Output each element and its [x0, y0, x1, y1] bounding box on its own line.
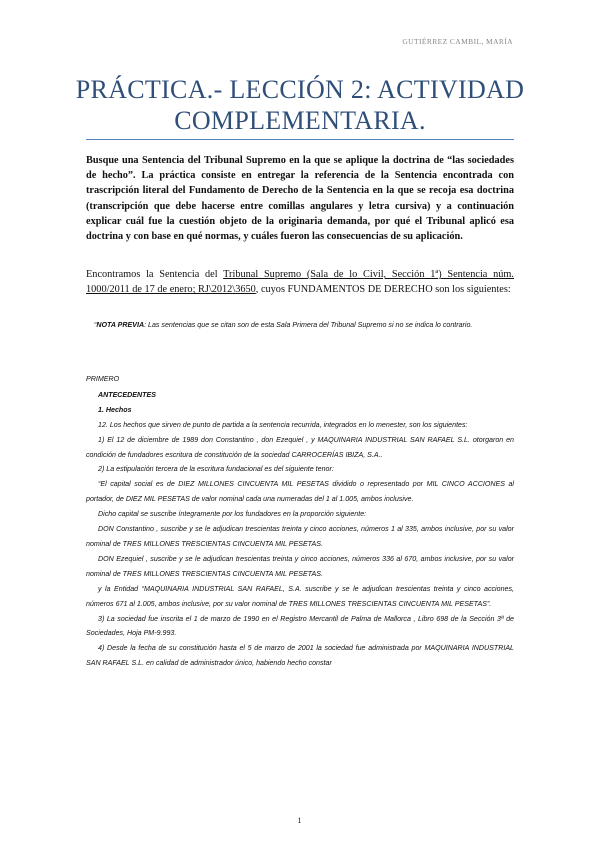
title-line-1: PRÁCTICA.- LECCIÓN 2: ACTIVIDAD: [75, 75, 525, 104]
paragraph-2-quote: “El capital social es de DIEZ MILLONES CINCUENTA MIL PESETAS dividido o representado por MIL CINCO ACCIONES al portador, de DIEZ MIL PESETAS de valor nominal cada una numeradas del 1 al 1.005, ambos inclusive.: [86, 480, 514, 504]
paragraph-1: 1) El 12 de diciembre de 1989 don Constantino , don Ezequiel , y MAQUINARIA INDUSTRIAL SAN RAFAEL S.L. otorgaron en condición de fundadores escritura de constitución de la sociedad CARROCERÍAS IBIZA, S.A..: [86, 435, 514, 459]
section-primero: PRIMERO: [86, 375, 120, 383]
nota-previa: “NOTA PREVIA: Las sentencias que se citan son de esta Sala Primera del Tribunal Supremo si no se indica lo contrario.: [94, 321, 473, 329]
paragraph-2-e: y la Entidad “MAQUINARIA INDUSTRIAL SAN RAFAEL, S.A. suscribe y se le adjudican trescientas treinta y cinco acciones, números 671 al 1.005, ambos inclusive, por su valor nominal de TRES MILLONES TRESCIENTAS CINCUENTA MIL PESETAS”.: [86, 584, 514, 608]
running-header: GUTIÉRREZ CAMBIL, MARÍA: [402, 37, 513, 46]
paragraph-2: 2) La estipulación tercera de la escritura fundacional es del siguiente tenor:: [98, 465, 334, 474]
nota-text: : Las sentencias que se citan son de esta Sala Primera del Tribunal Supremo si no se indica lo contrario.: [144, 321, 473, 329]
title-divider: [86, 139, 514, 140]
heading-antecedentes: ANTECEDENTES: [98, 390, 156, 399]
paragraph-4: 4) Desde la fecha de su constitución hasta el 5 de marzo de 2001 la sociedad fue administrada por MAQUINARIA INDUSTRIAL SAN RAFAEL S.L. en calidad de administrador único, habiendo hecho constar: [86, 644, 514, 668]
paragraph-3: 3) La sociedad fue inscrita el 1 de marzo de 1990 en el Registro Mercantil de Palma de Mallorca , Libro 698 de la Sección 3ª de Sociedades, Hoja PM-9.993.: [86, 614, 514, 638]
page-title: [60, 74, 540, 136]
intro-after: , cuyos FUNDAMENTOS DE DERECHO son los siguientes:: [255, 284, 511, 296]
paragraph-2-d: DON Ezequiel , suscribe y se le adjudican trescientas treinta y cinco acciones, números 336 al 670, ambos inclusive, por su valor nominal de TRES MILLONES TRESCIENTAS CINCUENTA MIL PESETAS.: [86, 554, 514, 578]
heading-hechos: 1. Hechos: [98, 405, 132, 414]
paragraph-2-c: DON Constantino , suscribe y se le adjudican trescientas treinta y cinco acciones, números 1 al 335, ambos inclusive, por su valor nominal de TRES MILLONES TRESCIENTAS CINCUENTA MIL PESETAS.: [86, 525, 514, 548]
paragraph-2-b: Dicho capital se suscribe íntegramente por los fundadores en la proporción siguiente:: [98, 510, 367, 519]
paragraph-12: 12. Los hechos que sirven de punto de partida a la sentencia recurrida, integrados en lo menester, son los siguientes:: [98, 420, 468, 429]
task-statement: Busque una Sentencia del Tribunal Supremo en la que se aplique la doctrina de “las sociedades de hecho”. La práctica consiste en entregar la referencia de la Sentencia encontrada con trascripción literal del Fundamento de Derecho de la Sentencia en la que se recoja esa doctrina (transcripción que debe hacerse entre comillas angulares y letra cursiva) y a continuación explicar cuál fue la cuestión objeto de la originaria demanda, por qué el Tribunal aplicó esa doctrina y con base en qué normas, y cuáles fueron las consecuencias de su aplicación.: [86, 155, 514, 243]
sentence-reference-link[interactable]: Tribunal Supremo (Sala de lo Civil, Sección 1ª) Sentencia núm. 1000/2011 de 17 de enero; RJ\2012\3650: [86, 269, 514, 296]
title-line-2: COMPLEMENTARIA.: [174, 106, 426, 135]
intro-paragraph: [86, 267, 514, 297]
nota-label: NOTA PREVIA: [96, 321, 145, 329]
page-number: 1: [297, 816, 302, 825]
intro-before: Encontramos la Sentencia del: [86, 269, 224, 280]
quoted-ruling: [86, 318, 514, 333]
quoted-ruling-body: [86, 372, 514, 671]
